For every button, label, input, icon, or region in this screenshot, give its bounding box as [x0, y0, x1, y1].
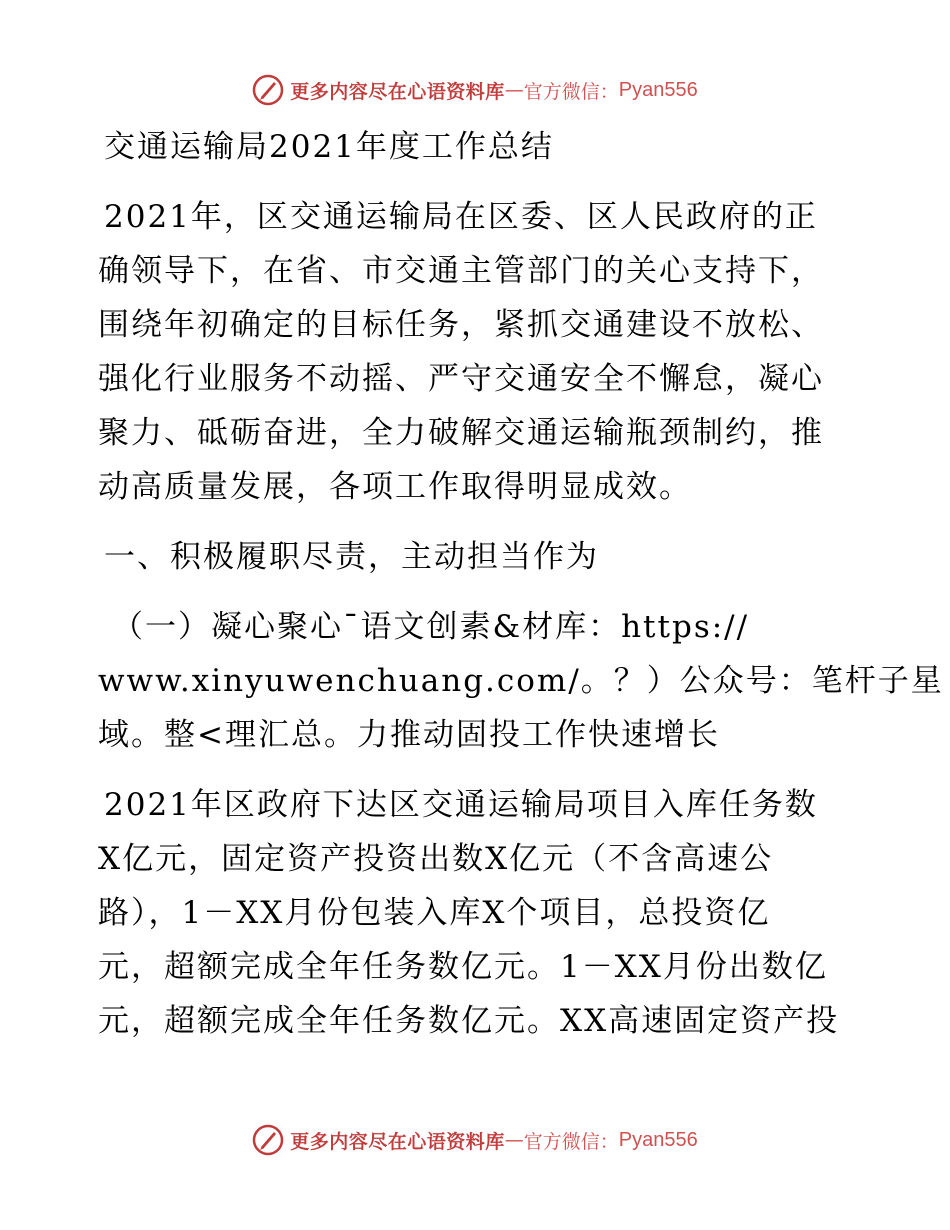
banner-separator: — [504, 1129, 524, 1151]
quill-pen-logo-icon [252, 1124, 284, 1156]
document-body [98, 120, 944, 1048]
paragraph-line: 元，超额完成全年任务数亿元。XX高速固定资产投 [98, 1003, 840, 1039]
paragraph-line: 动高质量发展，各项工作取得明显成效。 [98, 469, 692, 505]
footer-watermark-banner [0, 1120, 950, 1160]
paragraph-line: X亿元，固定资产投资出数X亿元（不含高速公 [98, 841, 774, 877]
document-title: 交通运输局2021年度工作总结 [104, 129, 554, 165]
section-heading: 一、积极履职尽责，主动担当作为 [104, 539, 599, 575]
paragraph-line: 元，超额完成全年任务数亿元。1－XX月份出数亿 [98, 949, 828, 985]
banner-wechat-id: Pyan556 [618, 1128, 698, 1151]
intro-paragraph [98, 190, 858, 514]
paragraph-line: www.xinyuwenchuang.com/。？）公众号：笔杆子星 [98, 663, 944, 699]
paragraph-line: （一）凝心聚心¯语文创素&材库：https:// [112, 609, 750, 645]
paragraph-line: 聚力、砥砺奋进，全力破解交通运输瓶颈制约，推 [98, 415, 824, 451]
banner-site-name: 更多内容尽在心语资料库 [290, 80, 505, 103]
quill-pen-logo-icon [252, 74, 284, 106]
banner-wechat-label: 官方微信： [523, 1130, 619, 1153]
subsection-heading [98, 600, 944, 762]
banner-site-name: 更多内容尽在心语资料库 [290, 1130, 505, 1153]
paragraph-line: 域。整<理汇总。力推动固投工作快速增长 [98, 717, 720, 753]
paragraph-line: 强化行业服务不动摇、严守交通安全不懈怠，凝心 [98, 361, 824, 397]
paragraph-line: 2021年区政府下达区交通运输局项目入库任务数 [104, 787, 818, 823]
paragraph-line: 确领导下，在省、市交通主管部门的关心支持下， [98, 253, 824, 289]
paragraph-line: 2021年，区交通运输局在区委、区人民政府的正 [104, 199, 818, 235]
paragraph-line: 围绕年初确定的目标任务，紧抓交通建设不放松、 [98, 307, 824, 343]
banner-wechat-id: Pyan556 [618, 78, 698, 101]
investment-paragraph [98, 778, 858, 1048]
paragraph-line: 路），1－XX月份包装入库X个项目，总投资亿 [98, 895, 771, 931]
banner-separator: — [504, 79, 524, 101]
banner-wechat-label: 官方微信： [523, 80, 619, 103]
header-watermark-banner [0, 70, 950, 110]
